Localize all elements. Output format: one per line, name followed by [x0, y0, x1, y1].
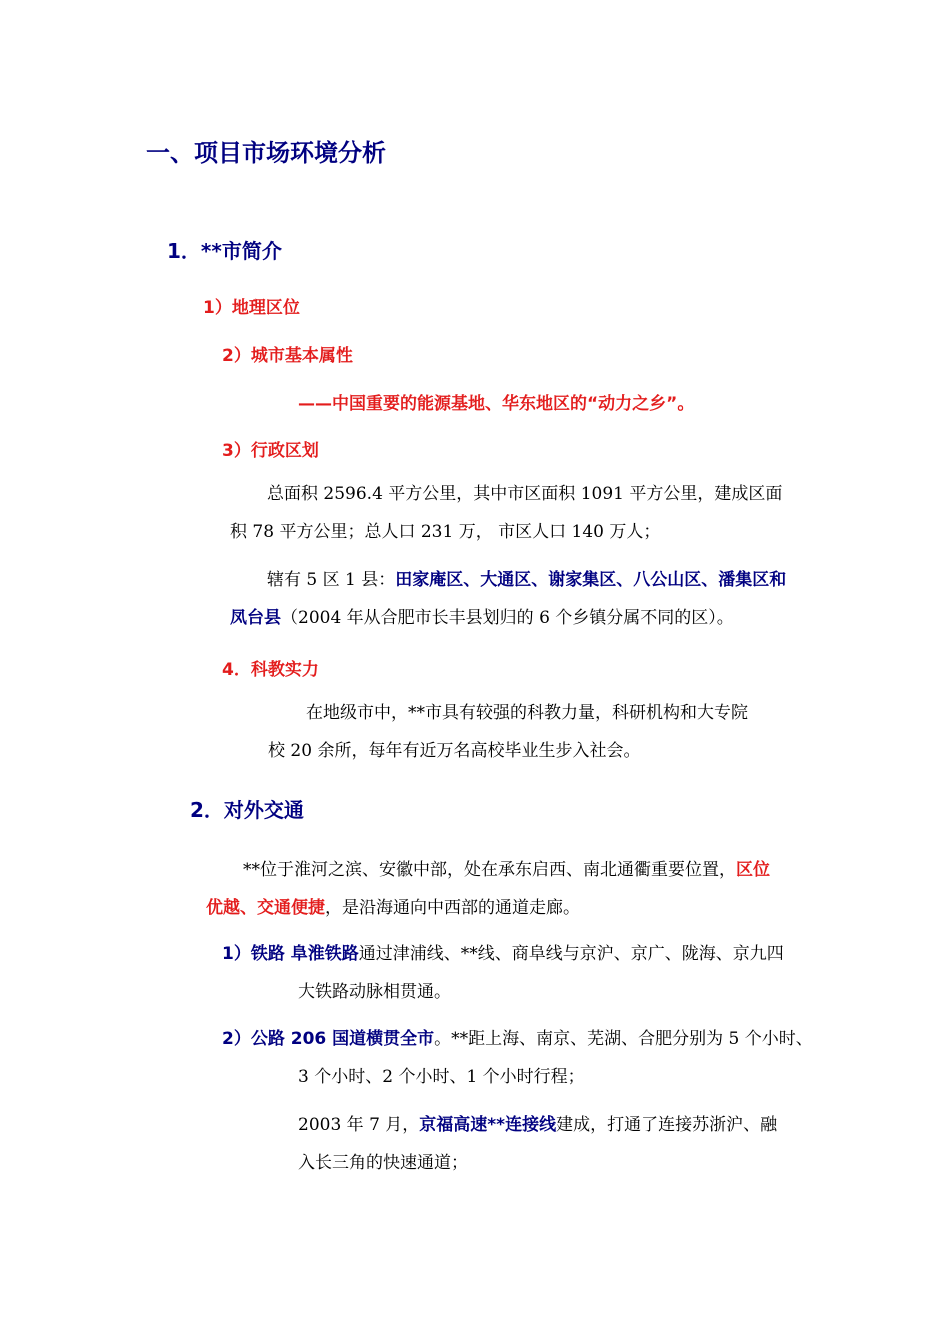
districts-lead: 辖有 5 区 1 县：	[267, 570, 396, 590]
fengtai-county: 凤台县	[230, 608, 281, 628]
highway-text: 。**距上海、南京、芜湖、合肥分别为 5 个小时、	[434, 1029, 813, 1049]
highway-label: 2）公路	[222, 1029, 291, 1049]
section-2-title: 2．对外交通	[190, 798, 304, 822]
traffic-intro-line1	[243, 851, 770, 889]
districts-note: （2004 年从合肥市长丰县划归的 6 个乡镇分属不同的区）。	[281, 608, 734, 628]
subsection-admin-title: 3）行政区划	[222, 441, 319, 461]
railway-text: 通过津浦线、**线、商阜线与京沪、京广、陇海、京九四	[358, 944, 784, 964]
highway-line1	[222, 1020, 813, 1058]
railway-line2: 大铁路动脉相贯通。	[298, 982, 451, 1002]
area-paragraph-line1: 总面积 2596.4 平方公里，其中市区面积 1091 平方公里，建成区面	[267, 484, 783, 504]
city-tagline: ——中国重要的能源基地、华东地区的“动力之乡”。	[298, 394, 695, 414]
subsection-geo-title: 1）地理区位	[203, 298, 300, 318]
expressway-date: 2003 年 7 月，	[298, 1115, 420, 1135]
edu-paragraph-line1: 在地级市中，**市具有较强的科教力量，科研机构和大专院	[306, 703, 748, 723]
area-paragraph-line2: 积 78 平方公里；总人口 231 万， 市区人口 140 万人；	[230, 522, 661, 542]
subsection-edu-title: 4．科教实力	[222, 660, 319, 680]
districts-paragraph-line2	[230, 599, 734, 637]
railway-label: 1）铁路	[222, 944, 291, 964]
traffic-intro-line2	[206, 889, 580, 927]
districts-paragraph-line1	[267, 561, 786, 599]
expressway-line1	[298, 1106, 777, 1144]
districts-names: 田家庵区、大通区、谢家集区、八公山区、潘集区和	[395, 570, 787, 590]
section-1-title: 1．**市简介	[167, 239, 282, 263]
traffic-intro-tail: ，是沿海通向中西部的通道走廊。	[325, 898, 580, 918]
subsection-attr-title: 2）城市基本属性	[222, 346, 353, 366]
traffic-intro-text: **位于淮河之滨、安徽中部，处在承东启西、南北通衢重要位置，	[243, 860, 736, 880]
traffic-highlight-2: 优越、交通便捷	[206, 898, 325, 918]
highway-line2: 3 个小时、2 个小时、1 个小时行程；	[298, 1067, 585, 1087]
expressway-line2: 入长三角的快速通道；	[298, 1153, 468, 1173]
railway-name: 阜淮铁路	[290, 944, 359, 964]
expressway-name: 京福高速**连接线	[419, 1115, 557, 1135]
traffic-highlight-1: 区位	[736, 860, 770, 880]
railway-line1	[222, 935, 784, 973]
page-title: 一、项目市场环境分析	[146, 139, 386, 167]
edu-paragraph-line2: 校 20 余所，每年有近万名高校毕业生步入社会。	[268, 741, 641, 761]
highway-name: 206 国道横贯全市	[290, 1029, 435, 1049]
expressway-text: 建成，打通了连接苏浙沪、融	[556, 1115, 778, 1135]
